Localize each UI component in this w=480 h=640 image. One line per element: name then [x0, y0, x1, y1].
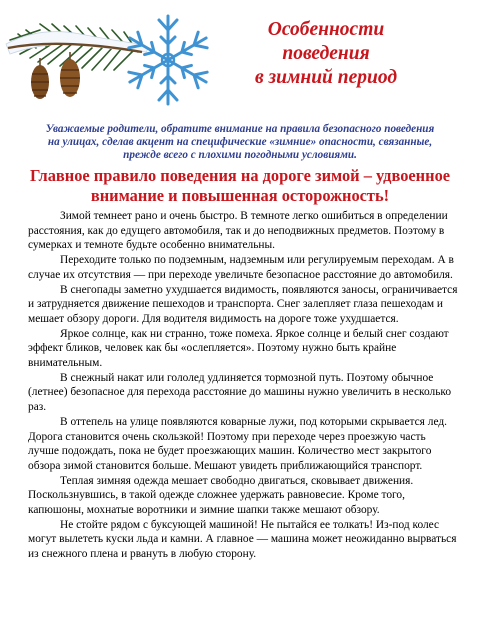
intro-text: Уважаемые родители, обратите внимание на правила безопасного поведения на улицах, сделав акцент на специфические «зимние» опасности, связанные, прежде всего с плохими погодными условиями.: [45, 123, 435, 161]
paragraph: Не стойте рядом с буксующей машиной! Не пытайся ее толкать! Из-под колес могут вылететь куски льда и камни. А главное — машина может неожиданно вырваться из снежного плена и рвануть в любую сторону.: [28, 518, 457, 561]
paragraph: Яркое солнце, как ни странно, тоже помеха. Яркое солнце и белый снег создают эффект бликов, человек как бы «ослепляется». Поэтому нужно быть крайне внимательным.: [28, 327, 449, 370]
title-line: в зимний период: [254, 67, 398, 88]
paragraph: Зимой темнеет рано и очень быстро. В темноте легко ошибиться в определении расстояния, как до едущего автомобиля, так и до неподвижных предметов. Поэтому в сумерках и темноте будьте особенно внимательны.: [28, 210, 448, 252]
paragraph: Теплая зимняя одежда мешает свободно двигаться, сковывает движения. Поскользнувшись, в такой одежде сложнее удержать равновесие. Кроме того, капюшоны, мохнатые воротники и зимние шапки также мешают обзору.: [28, 474, 414, 517]
paragraph: Переходите только по подземным, надземным или регулируемым переходам. А в случае их отсутствия — при переходе увеличьте безопасное расстояние до автомобиля.: [28, 254, 454, 281]
title-line: поведения: [282, 43, 370, 64]
snowflake-icon: [125, 16, 210, 104]
paragraph: В снегопады заметно ухудшается видимость, появляются заносы, ограничивается и затрудняется движение пешеходов и транспорта. Снег залепляет глаза пешеходам и мешает обзору дороги. Для водителя видимость на дороге тоже ухудшается.: [28, 283, 458, 325]
paragraph: В снежный накат или гололед удлиняется тормозной путь. Поэтому обычное (летнее) безопасное для перехода расстояние до машины нужно увеличить в несколько раз.: [28, 371, 452, 414]
main-rule-headline: Главное правило поведения на дороге зимой – удвоенное внимание и повышенная осторожность!: [29, 166, 451, 205]
header: [0, 0, 480, 122]
title-line: Особенности: [267, 19, 385, 40]
body-text: [28, 209, 458, 562]
pine-cone-icon: [60, 52, 80, 97]
paragraph: В оттепель на улице появляются коварные лужи, под которыми скрывается лед. Дорога становится очень скользкой! Поэтому при переходе через проезжую часть лучше подождать, пока не будет проезжающих машин. Количество мест закрытого обзора зимой становится больше. Мешают увидеть приближающийся транспорт.: [28, 415, 448, 472]
pine-branch-icon: [0, 0, 240, 122]
pine-cone-icon: [31, 58, 49, 99]
page-title: [216, 18, 436, 90]
